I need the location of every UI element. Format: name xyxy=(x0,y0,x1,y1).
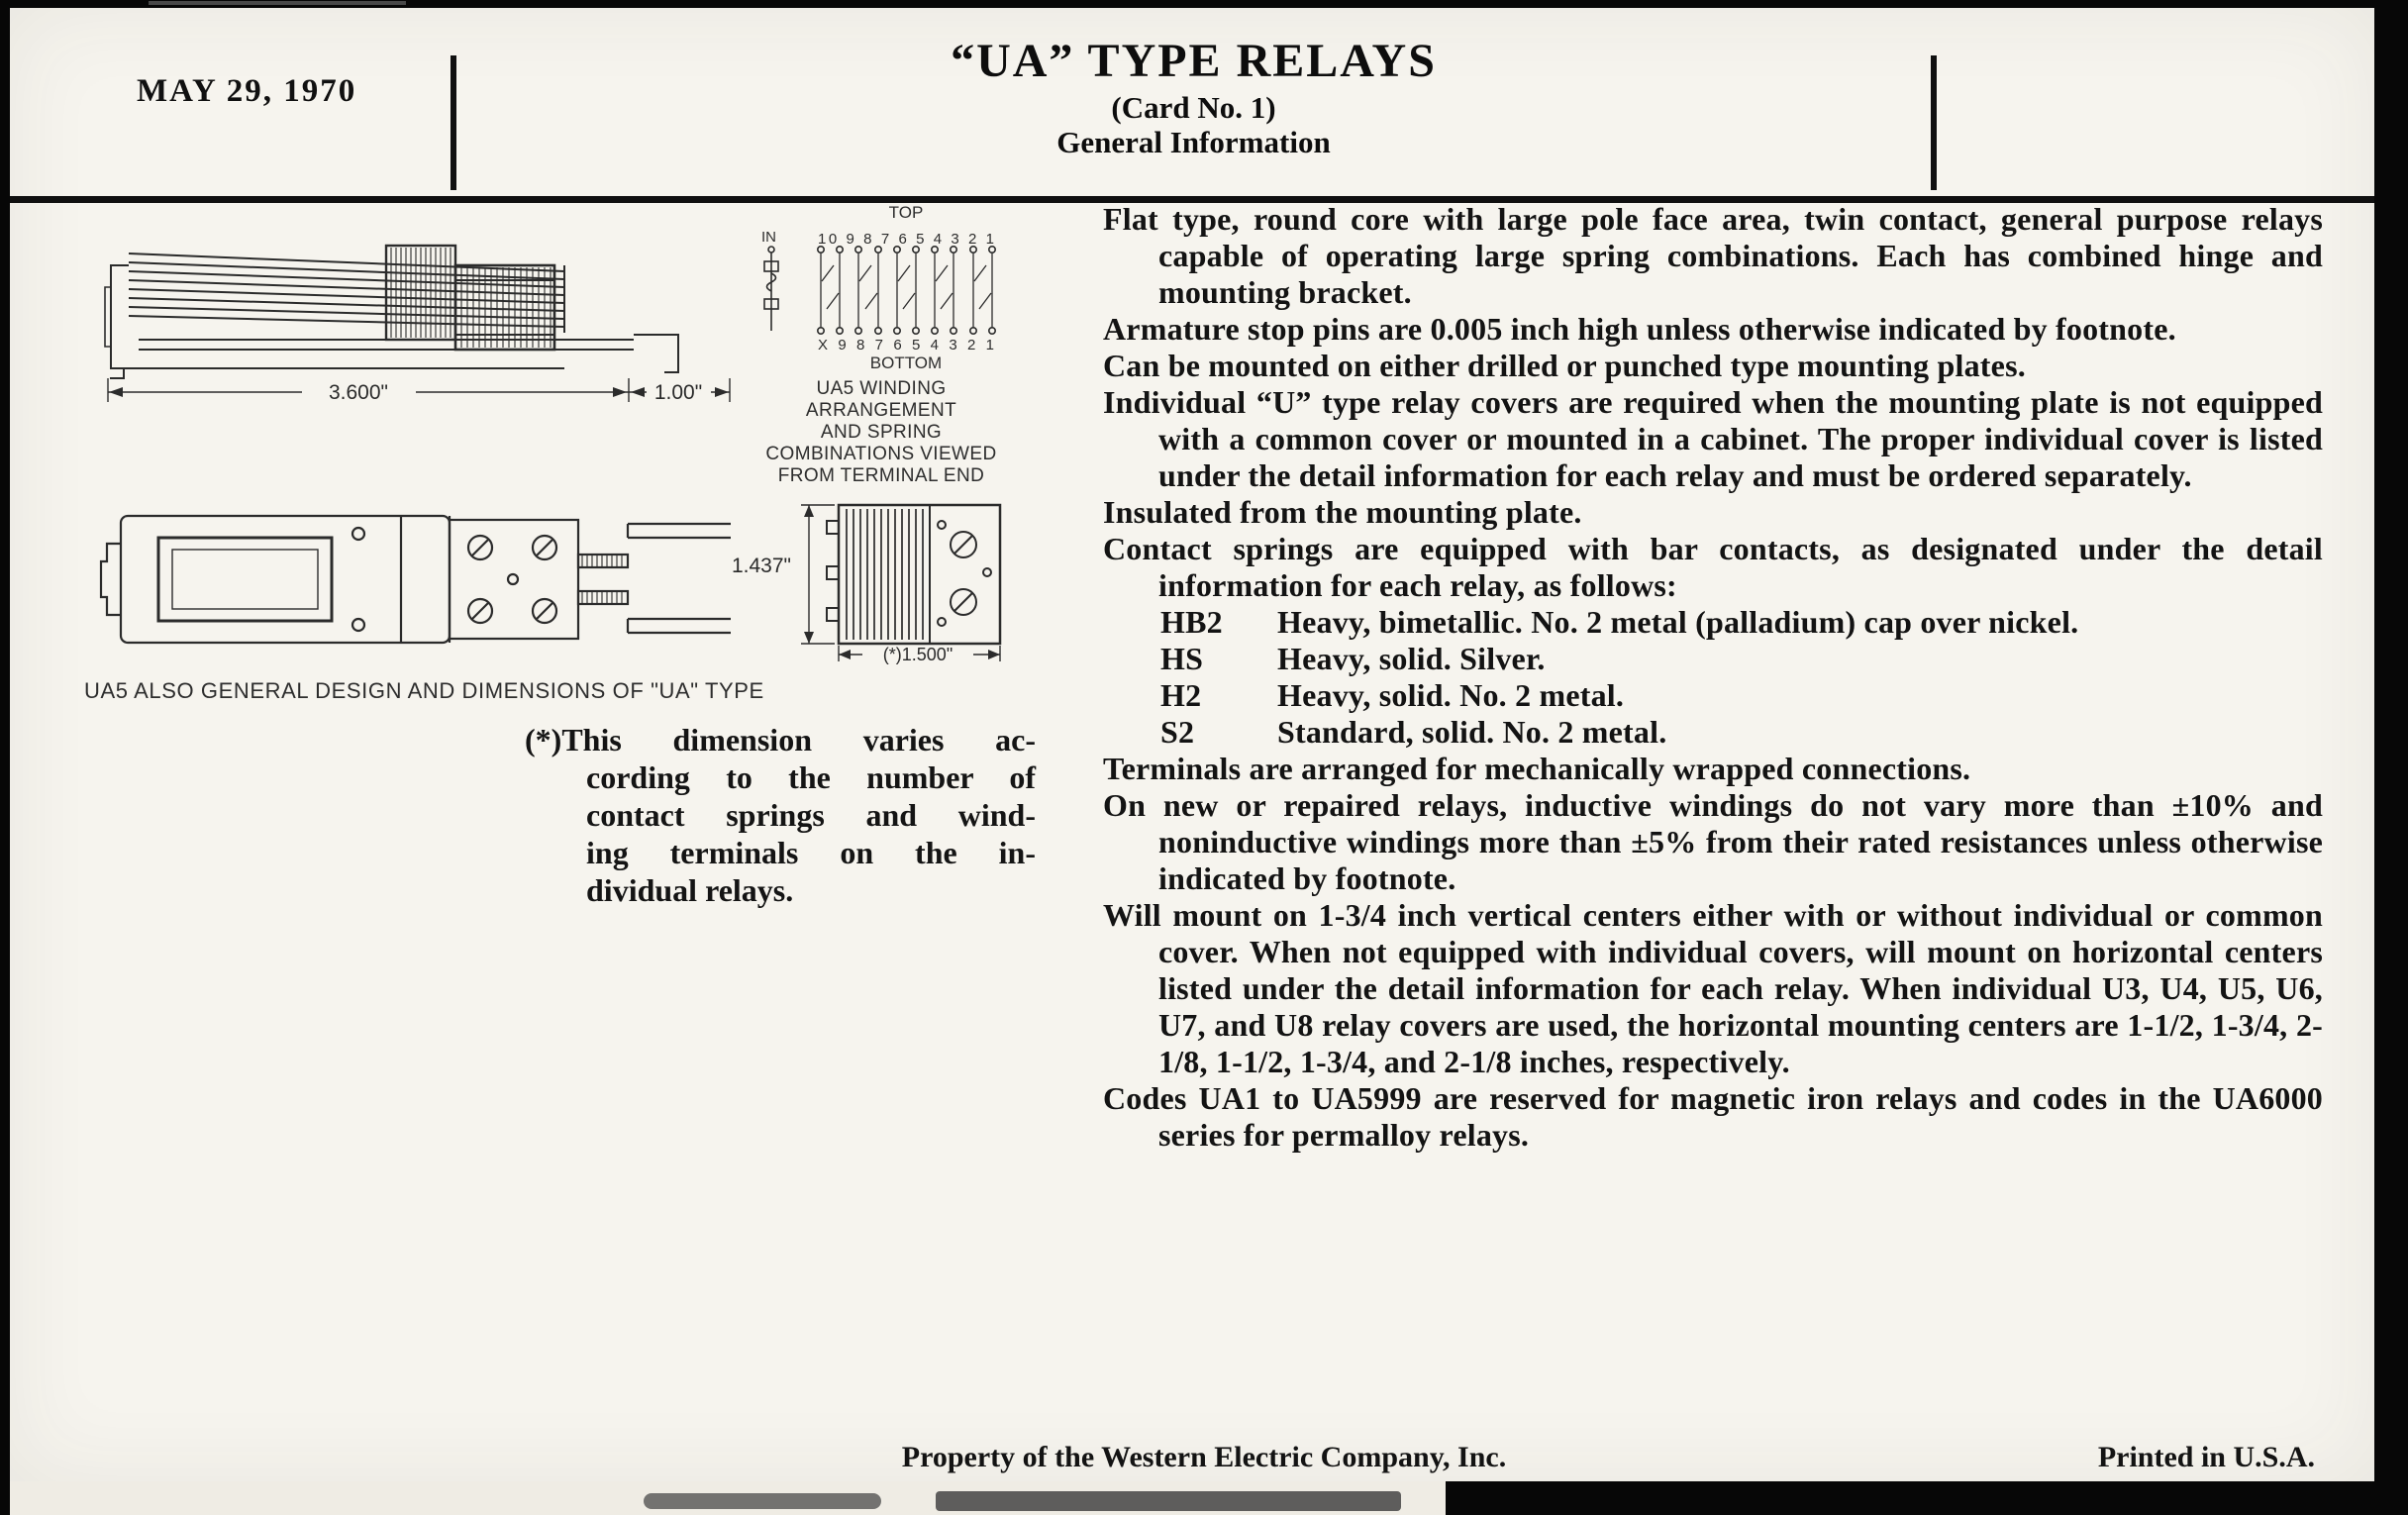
schematic-caption-line: FROM TERMINAL END xyxy=(777,465,985,486)
contact-code-row xyxy=(1103,641,2323,677)
contact-code: H2 xyxy=(1160,677,1202,713)
card-number: (Card No. 1) xyxy=(1111,90,1276,125)
schematic-in-label: IN xyxy=(761,229,776,246)
contact-description: Heavy, solid. No. 2 metal. xyxy=(1277,677,1625,713)
dimension-label-depth: (*)1.500" xyxy=(882,645,953,664)
contact-code-row xyxy=(1103,604,2323,641)
schematic-bottom-label: BOTTOM xyxy=(869,354,943,372)
schematic-caption-line: ARRANGEMENT xyxy=(805,400,957,421)
contact-description: Heavy, solid. Silver. xyxy=(1277,641,1546,676)
footnote-line: dividual relays. xyxy=(586,872,794,908)
dimension-label-width: 1.00" xyxy=(653,381,703,404)
footer-printed-notice: Printed in U.S.A. xyxy=(2097,1441,2315,1473)
body-paragraph: Will mount on 1-3/4 inch vertical centers either with or without individual or common cover. When not equipped with individual covers, will mount on horizontal centers listed under the detail information for each relay. When individual U3, U4, U5, U6, U7, and U8 relay covers are used, the horizontal mounting centers are 1-1/2, 1-3/4, 2-1/8, 1-1/2, 1-3/4, and 2-1/8 inches, respectively. xyxy=(1103,897,2323,1079)
relay-end-view-drawing xyxy=(797,495,1015,665)
page-title: “UA” TYPE RELAYS xyxy=(951,35,1437,87)
page-subtitle: General Information xyxy=(1056,125,1331,159)
body-paragraph: Flat type, round core with large pole face area, twin contact, general purpose relays capable of operating large spring combinations. Each has combined hinge and mounting bracket. xyxy=(1103,201,2323,310)
title-block xyxy=(456,34,1931,159)
scan-artifact xyxy=(936,1491,1401,1511)
contact-code: S2 xyxy=(1160,714,1195,750)
contact-code: HB2 xyxy=(1160,604,1223,640)
schematic-caption xyxy=(757,378,1005,487)
schematic-top-label: TOP xyxy=(888,204,924,222)
body-paragraph: Terminals are arranged for mechanically wrapped connections. xyxy=(1103,751,1971,786)
schematic-caption-line: UA5 WINDING xyxy=(816,378,947,399)
dimension-label-height: 1.437" xyxy=(731,555,791,577)
contact-code-row xyxy=(1103,677,2323,714)
body-text-column xyxy=(1103,201,2323,1154)
body-paragraph: On new or repaired relays, inductive windings do not vary more than ±10% and noninductive windings more than ±5% from their rated resistances unless otherwise indicated by footnote. xyxy=(1103,787,2323,896)
body-paragraph: Can be mounted on either drilled or punched type mounting plates. xyxy=(1103,348,2026,383)
header-divider-right xyxy=(1931,55,1937,190)
footnote-line: (*)This dimension varies ac- xyxy=(525,722,1036,758)
relay-side-view-drawing xyxy=(99,236,738,409)
footer-property-notice: Property of the Western Electric Company, Inc. xyxy=(901,1441,1507,1473)
winding-schematic-drawing xyxy=(757,204,1005,372)
body-paragraph: Insulated from the mounting plate. xyxy=(1103,494,1582,530)
footnote-line: contact springs and wind- xyxy=(586,797,1036,833)
body-paragraph: Armature stop pins are 0.005 inch high unless otherwise indicated by footnote. xyxy=(1103,311,2176,347)
schematic-bottom-terminal-numbers: X 9 8 7 6 5 4 3 2 1 xyxy=(818,337,994,354)
dimension-footnote xyxy=(525,721,1036,909)
schematic-caption-line: COMBINATIONS VIEWED xyxy=(765,444,997,464)
contact-description: Heavy, bimetallic. No. 2 metal (palladium) cap over nickel. xyxy=(1277,604,2079,640)
dimension-label-length: 3.600" xyxy=(328,381,389,404)
issue-date: MAY 29, 1970 xyxy=(137,73,357,109)
footnote-line: ing terminals on the in- xyxy=(586,835,1036,870)
schematic-top-terminal-numbers: 10 9 8 7 6 5 4 3 2 1 xyxy=(818,231,994,248)
contact-description: Standard, solid. No. 2 metal. xyxy=(1277,714,1667,750)
scan-artifact xyxy=(149,1,406,5)
body-paragraph: Codes UA1 to UA5999 are reserved for magnetic iron relays and codes in the UA6000 series for permalloy relays. xyxy=(1103,1080,2323,1153)
body-paragraph: Contact springs are equipped with bar contacts, as designated under the detail information for each relay, as follows: xyxy=(1103,531,2323,603)
contact-code: HS xyxy=(1160,641,1204,676)
contact-codes-list xyxy=(1103,604,2323,751)
schematic-caption-line: AND SPRING xyxy=(820,422,943,443)
relay-plan-view-drawing xyxy=(99,500,738,658)
scan-artifact xyxy=(644,1493,881,1509)
figure-caption: UA5 ALSO GENERAL DESIGN AND DIMENSIONS OF "UA" TYPE xyxy=(84,678,764,703)
contact-code-row xyxy=(1103,714,2323,751)
body-paragraph: Individual “U” type relay covers are required when the mounting plate is not equipped with a common cover or mounted in a cabinet. The proper individual cover is listed under the detail information for each relay and must be ordered separately. xyxy=(1103,384,2323,493)
footnote-line: cording to the number of xyxy=(586,759,1036,795)
